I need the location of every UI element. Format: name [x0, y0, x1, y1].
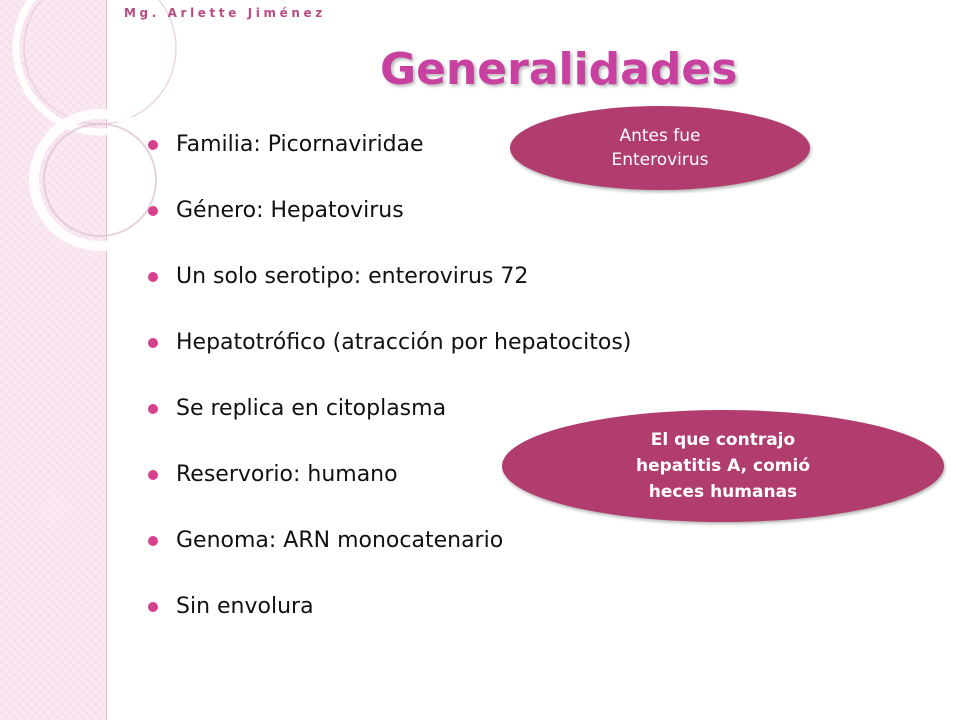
bullet-item: [148, 192, 631, 258]
callout-hepatitis-a: [502, 410, 944, 522]
bullet-dot-icon: [148, 470, 158, 480]
bullet-text: Genoma: ARN monocatenario: [176, 528, 504, 553]
bullet-text: Hepatotrófico (atracción por hepatocitos): [176, 330, 632, 355]
slide-title: Generalidades: [380, 44, 738, 95]
bullet-dot-icon: [148, 272, 158, 282]
callout-text: Antes fue Enterovirus: [611, 126, 709, 170]
callout-text: El que contrajo hepatitis A, comió heces humanas: [635, 430, 811, 502]
bullet-item: [148, 258, 631, 324]
bullet-item: [148, 588, 631, 654]
bullet-dot-icon: [148, 338, 158, 348]
bullet-text: Reservorio: humano: [176, 462, 398, 487]
bullet-item: [148, 324, 631, 390]
bullet-list: [148, 126, 631, 654]
bullet-dot-icon: [148, 602, 158, 612]
bullet-text: Género: Hepatovirus: [176, 198, 404, 223]
bullet-text: Familia: Picornaviridae: [176, 132, 424, 157]
bullet-dot-icon: [148, 536, 158, 546]
author-label: Mg. Arlette Jiménez: [124, 6, 326, 20]
bullet-text: Se replica en citoplasma: [176, 396, 447, 421]
callout-antes-fue-enterovirus: [510, 106, 810, 190]
bullet-text: Sin envolura: [176, 594, 314, 619]
bullet-dot-icon: [148, 404, 158, 414]
bullet-dot-icon: [148, 140, 158, 150]
bullet-item: [148, 522, 631, 588]
bullet-text: Un solo serotipo: enterovirus 72: [176, 264, 529, 289]
bullet-dot-icon: [148, 206, 158, 216]
